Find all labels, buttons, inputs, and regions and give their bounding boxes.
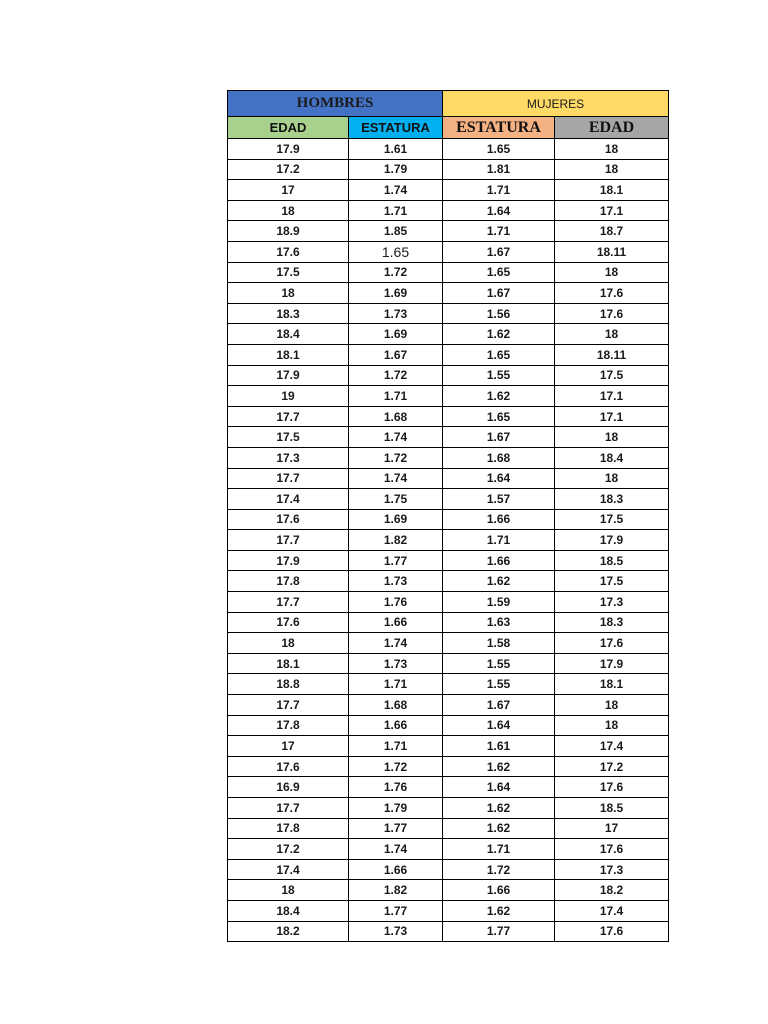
table-row xyxy=(228,921,669,942)
cell-estatura-hombres[interactable]: 1.69 xyxy=(349,324,443,345)
cell-edad-mujeres[interactable]: 17.4 xyxy=(555,736,669,757)
cell-estatura-mujeres[interactable]: 1.63 xyxy=(443,612,555,633)
cell-estatura-hombres[interactable]: 1.74 xyxy=(349,468,443,489)
cell-edad-hombres[interactable]: 17.8 xyxy=(228,715,349,736)
cell-edad-hombres[interactable]: 18.8 xyxy=(228,674,349,695)
cell-estatura-mujeres[interactable]: 1.61 xyxy=(443,736,555,757)
cell-estatura-mujeres[interactable]: 1.71 xyxy=(443,180,555,201)
cell-estatura-mujeres[interactable]: 1.67 xyxy=(443,283,555,304)
cell-edad-mujeres[interactable]: 18 xyxy=(555,427,669,448)
cell-estatura-mujeres[interactable]: 1.65 xyxy=(443,406,555,427)
table-row xyxy=(228,818,669,839)
cell-estatura-mujeres[interactable]: 1.62 xyxy=(443,386,555,407)
table-row xyxy=(228,200,669,221)
table-body xyxy=(228,139,669,942)
cell-edad-hombres[interactable]: 17.5 xyxy=(228,427,349,448)
cell-estatura-hombres[interactable]: 1.74 xyxy=(349,839,443,860)
cell-edad-hombres[interactable]: 18 xyxy=(228,200,349,221)
cell-edad-mujeres[interactable]: 17.9 xyxy=(555,530,669,551)
table-row xyxy=(228,736,669,757)
cell-estatura-mujeres[interactable]: 1.67 xyxy=(443,241,555,262)
cell-edad-hombres[interactable]: 17.7 xyxy=(228,695,349,716)
cell-estatura-mujeres[interactable]: 1.64 xyxy=(443,777,555,798)
table-row xyxy=(228,406,669,427)
cell-edad-mujeres[interactable]: 17.6 xyxy=(555,839,669,860)
cell-estatura-hombres[interactable]: 1.65 xyxy=(349,241,443,262)
table-row xyxy=(228,880,669,901)
table-row xyxy=(228,798,669,819)
table-row xyxy=(228,777,669,798)
table-row xyxy=(228,344,669,365)
cell-edad-hombres[interactable]: 18.4 xyxy=(228,324,349,345)
table-row xyxy=(228,571,669,592)
cell-estatura-mujeres[interactable]: 1.71 xyxy=(443,221,555,242)
group-header-mujeres[interactable]: MUJERES xyxy=(443,91,669,117)
cell-edad-mujeres[interactable]: 17.9 xyxy=(555,653,669,674)
cell-edad-hombres[interactable]: 17.7 xyxy=(228,406,349,427)
cell-estatura-hombres[interactable]: 1.69 xyxy=(349,509,443,530)
cell-estatura-hombres[interactable]: 1.73 xyxy=(349,921,443,942)
column-header-estatura-mujeres[interactable]: ESTATURA xyxy=(443,117,555,139)
cell-estatura-hombres[interactable]: 1.73 xyxy=(349,303,443,324)
cell-estatura-mujeres[interactable]: 1.56 xyxy=(443,303,555,324)
cell-estatura-hombres[interactable]: 1.73 xyxy=(349,653,443,674)
cell-estatura-hombres[interactable]: 1.74 xyxy=(349,427,443,448)
cell-estatura-mujeres[interactable]: 1.62 xyxy=(443,571,555,592)
cell-edad-hombres[interactable]: 18 xyxy=(228,880,349,901)
cell-edad-mujeres[interactable]: 18.4 xyxy=(555,447,669,468)
cell-estatura-hombres[interactable]: 1.76 xyxy=(349,777,443,798)
cell-edad-mujeres[interactable]: 18.5 xyxy=(555,550,669,571)
cell-edad-hombres[interactable]: 17 xyxy=(228,736,349,757)
column-header-estatura-hombres[interactable]: ESTATURA xyxy=(349,117,443,139)
cell-estatura-mujeres[interactable]: 1.81 xyxy=(443,159,555,180)
cell-estatura-hombres[interactable]: 1.77 xyxy=(349,550,443,571)
table-row xyxy=(228,139,669,160)
cell-edad-mujeres[interactable]: 18.11 xyxy=(555,241,669,262)
cell-estatura-mujeres[interactable]: 1.66 xyxy=(443,880,555,901)
table-row xyxy=(228,839,669,860)
table-row xyxy=(228,262,669,283)
table-row xyxy=(228,427,669,448)
cell-edad-mujeres[interactable]: 18.1 xyxy=(555,180,669,201)
cell-edad-hombres[interactable]: 17.5 xyxy=(228,262,349,283)
height-age-table xyxy=(227,90,669,942)
table-row xyxy=(228,365,669,386)
table-row xyxy=(228,653,669,674)
cell-edad-hombres[interactable]: 18.4 xyxy=(228,900,349,921)
table-row xyxy=(228,592,669,613)
cell-estatura-hombres[interactable]: 1.75 xyxy=(349,489,443,510)
cell-estatura-mujeres[interactable]: 1.55 xyxy=(443,653,555,674)
cell-estatura-mujeres[interactable]: 1.67 xyxy=(443,695,555,716)
cell-estatura-hombres[interactable]: 1.71 xyxy=(349,674,443,695)
cell-estatura-mujeres[interactable]: 1.64 xyxy=(443,715,555,736)
cell-estatura-mujeres[interactable]: 1.62 xyxy=(443,900,555,921)
cell-estatura-hombres[interactable]: 1.71 xyxy=(349,736,443,757)
table-row xyxy=(228,468,669,489)
table-row xyxy=(228,756,669,777)
cell-estatura-mujeres[interactable]: 1.65 xyxy=(443,262,555,283)
column-header-row xyxy=(228,117,669,139)
cell-edad-hombres[interactable]: 17.7 xyxy=(228,530,349,551)
cell-edad-hombres[interactable]: 18.1 xyxy=(228,344,349,365)
cell-edad-mujeres[interactable]: 18 xyxy=(555,715,669,736)
cell-estatura-mujeres[interactable]: 1.64 xyxy=(443,200,555,221)
cell-estatura-hombres[interactable]: 1.61 xyxy=(349,139,443,160)
table-row xyxy=(228,324,669,345)
cell-edad-hombres[interactable]: 17.4 xyxy=(228,859,349,880)
cell-edad-hombres[interactable]: 18 xyxy=(228,283,349,304)
cell-estatura-mujeres[interactable]: 1.58 xyxy=(443,633,555,654)
table-row xyxy=(228,447,669,468)
cell-edad-mujeres[interactable]: 18.3 xyxy=(555,489,669,510)
cell-edad-mujeres[interactable]: 17.2 xyxy=(555,756,669,777)
cell-edad-hombres[interactable]: 17.6 xyxy=(228,756,349,777)
cell-estatura-hombres[interactable]: 1.82 xyxy=(349,880,443,901)
cell-edad-mujeres[interactable]: 18.2 xyxy=(555,880,669,901)
cell-estatura-mujeres[interactable]: 1.65 xyxy=(443,344,555,365)
cell-edad-mujeres[interactable]: 18 xyxy=(555,324,669,345)
table-row xyxy=(228,612,669,633)
cell-estatura-hombres[interactable]: 1.66 xyxy=(349,612,443,633)
cell-edad-hombres[interactable]: 17.3 xyxy=(228,447,349,468)
cell-estatura-mujeres[interactable]: 1.64 xyxy=(443,468,555,489)
cell-edad-mujeres[interactable]: 18 xyxy=(555,468,669,489)
cell-estatura-mujeres[interactable]: 1.59 xyxy=(443,592,555,613)
cell-estatura-hombres[interactable]: 1.79 xyxy=(349,798,443,819)
table-row xyxy=(228,859,669,880)
cell-edad-mujeres[interactable]: 18 xyxy=(555,159,669,180)
cell-edad-mujeres[interactable]: 17.3 xyxy=(555,859,669,880)
cell-edad-hombres[interactable]: 17 xyxy=(228,180,349,201)
cell-edad-hombres[interactable]: 18.2 xyxy=(228,921,349,942)
cell-estatura-mujeres[interactable]: 1.62 xyxy=(443,818,555,839)
cell-edad-mujeres[interactable]: 17.1 xyxy=(555,406,669,427)
cell-edad-hombres[interactable]: 18 xyxy=(228,633,349,654)
cell-edad-hombres[interactable]: 17.2 xyxy=(228,159,349,180)
cell-edad-mujeres[interactable]: 17.6 xyxy=(555,283,669,304)
cell-estatura-mujeres[interactable]: 1.62 xyxy=(443,798,555,819)
cell-edad-mujeres[interactable]: 17.5 xyxy=(555,509,669,530)
cell-estatura-mujeres[interactable]: 1.68 xyxy=(443,447,555,468)
cell-edad-mujeres[interactable]: 17.5 xyxy=(555,571,669,592)
group-header-hombres[interactable]: HOMBRES xyxy=(228,91,443,117)
cell-estatura-mujeres[interactable]: 1.65 xyxy=(443,139,555,160)
cell-edad-hombres[interactable]: 17.7 xyxy=(228,592,349,613)
table-row xyxy=(228,633,669,654)
cell-estatura-mujeres[interactable]: 1.67 xyxy=(443,427,555,448)
cell-estatura-hombres[interactable]: 1.72 xyxy=(349,447,443,468)
table-row xyxy=(228,283,669,304)
cell-estatura-hombres[interactable]: 1.77 xyxy=(349,900,443,921)
cell-edad-mujeres[interactable]: 17 xyxy=(555,818,669,839)
table-row xyxy=(228,489,669,510)
cell-estatura-mujeres[interactable]: 1.71 xyxy=(443,530,555,551)
cell-estatura-mujeres[interactable]: 1.66 xyxy=(443,550,555,571)
cell-estatura-mujeres[interactable]: 1.66 xyxy=(443,509,555,530)
table-row xyxy=(228,900,669,921)
cell-edad-hombres[interactable]: 17.7 xyxy=(228,798,349,819)
cell-estatura-mujeres[interactable]: 1.55 xyxy=(443,365,555,386)
cell-edad-mujeres[interactable]: 17.5 xyxy=(555,365,669,386)
cell-edad-mujeres[interactable]: 18 xyxy=(555,262,669,283)
cell-edad-mujeres[interactable]: 18 xyxy=(555,139,669,160)
table-row xyxy=(228,530,669,551)
cell-estatura-hombres[interactable]: 1.69 xyxy=(349,283,443,304)
table-row xyxy=(228,509,669,530)
cell-estatura-mujeres[interactable]: 1.62 xyxy=(443,324,555,345)
cell-estatura-hombres[interactable]: 1.72 xyxy=(349,756,443,777)
cell-edad-mujeres[interactable]: 18.3 xyxy=(555,612,669,633)
cell-estatura-hombres[interactable]: 1.67 xyxy=(349,344,443,365)
cell-edad-hombres[interactable]: 17.9 xyxy=(228,139,349,160)
cell-estatura-hombres[interactable]: 1.66 xyxy=(349,715,443,736)
cell-estatura-hombres[interactable]: 1.73 xyxy=(349,571,443,592)
table-row xyxy=(228,550,669,571)
cell-edad-hombres[interactable]: 18.1 xyxy=(228,653,349,674)
cell-estatura-hombres[interactable]: 1.85 xyxy=(349,221,443,242)
cell-estatura-mujeres[interactable]: 1.55 xyxy=(443,674,555,695)
cell-edad-mujeres[interactable]: 18.5 xyxy=(555,798,669,819)
cell-edad-hombres[interactable]: 18.3 xyxy=(228,303,349,324)
cell-edad-hombres[interactable]: 17.6 xyxy=(228,509,349,530)
cell-edad-hombres[interactable]: 17.6 xyxy=(228,612,349,633)
cell-edad-hombres[interactable]: 17.9 xyxy=(228,365,349,386)
cell-edad-hombres[interactable]: 17.6 xyxy=(228,241,349,262)
cell-estatura-hombres[interactable]: 1.74 xyxy=(349,180,443,201)
cell-edad-mujeres[interactable]: 17.6 xyxy=(555,303,669,324)
column-header-edad-mujeres[interactable]: EDAD xyxy=(555,117,669,139)
cell-estatura-mujeres[interactable]: 1.72 xyxy=(443,859,555,880)
cell-estatura-hombres[interactable]: 1.72 xyxy=(349,262,443,283)
cell-edad-hombres[interactable]: 18.9 xyxy=(228,221,349,242)
cell-edad-hombres[interactable]: 16.9 xyxy=(228,777,349,798)
table-row xyxy=(228,221,669,242)
table-row xyxy=(228,180,669,201)
cell-estatura-hombres[interactable]: 1.71 xyxy=(349,200,443,221)
cell-estatura-hombres[interactable]: 1.76 xyxy=(349,592,443,613)
cell-edad-mujeres[interactable]: 18.7 xyxy=(555,221,669,242)
cell-edad-hombres[interactable]: 17.9 xyxy=(228,550,349,571)
group-header-row xyxy=(228,91,669,117)
cell-edad-mujeres[interactable]: 17.3 xyxy=(555,592,669,613)
table-row xyxy=(228,386,669,407)
cell-estatura-hombres[interactable]: 1.82 xyxy=(349,530,443,551)
cell-edad-hombres[interactable]: 17.4 xyxy=(228,489,349,510)
table-row xyxy=(228,159,669,180)
cell-estatura-mujeres[interactable]: 1.62 xyxy=(443,756,555,777)
cell-estatura-mujeres[interactable]: 1.77 xyxy=(443,921,555,942)
table-row xyxy=(228,303,669,324)
cell-edad-mujeres[interactable]: 17.6 xyxy=(555,633,669,654)
cell-edad-mujeres[interactable]: 17.6 xyxy=(555,777,669,798)
cell-edad-mujeres[interactable]: 17.6 xyxy=(555,921,669,942)
cell-edad-mujeres[interactable]: 18.1 xyxy=(555,674,669,695)
cell-estatura-hombres[interactable]: 1.68 xyxy=(349,406,443,427)
cell-edad-hombres[interactable]: 19 xyxy=(228,386,349,407)
cell-edad-hombres[interactable]: 17.2 xyxy=(228,839,349,860)
cell-edad-hombres[interactable]: 17.8 xyxy=(228,818,349,839)
cell-estatura-hombres[interactable]: 1.79 xyxy=(349,159,443,180)
cell-estatura-hombres[interactable]: 1.68 xyxy=(349,695,443,716)
table-row xyxy=(228,695,669,716)
cell-estatura-hombres[interactable]: 1.72 xyxy=(349,365,443,386)
column-header-edad-hombres[interactable]: EDAD xyxy=(228,117,349,139)
cell-estatura-hombres[interactable]: 1.77 xyxy=(349,818,443,839)
table-row xyxy=(228,241,669,262)
cell-estatura-hombres[interactable]: 1.71 xyxy=(349,386,443,407)
cell-edad-hombres[interactable]: 17.8 xyxy=(228,571,349,592)
cell-estatura-hombres[interactable]: 1.74 xyxy=(349,633,443,654)
cell-edad-mujeres[interactable]: 18 xyxy=(555,695,669,716)
cell-edad-hombres[interactable]: 17.7 xyxy=(228,468,349,489)
cell-edad-mujeres[interactable]: 17.4 xyxy=(555,900,669,921)
table-row xyxy=(228,674,669,695)
cell-edad-mujeres[interactable]: 18.11 xyxy=(555,344,669,365)
table-row xyxy=(228,715,669,736)
cell-estatura-hombres[interactable]: 1.66 xyxy=(349,859,443,880)
cell-edad-mujeres[interactable]: 17.1 xyxy=(555,386,669,407)
cell-estatura-mujeres[interactable]: 1.71 xyxy=(443,839,555,860)
cell-estatura-mujeres[interactable]: 1.57 xyxy=(443,489,555,510)
cell-edad-mujeres[interactable]: 17.1 xyxy=(555,200,669,221)
